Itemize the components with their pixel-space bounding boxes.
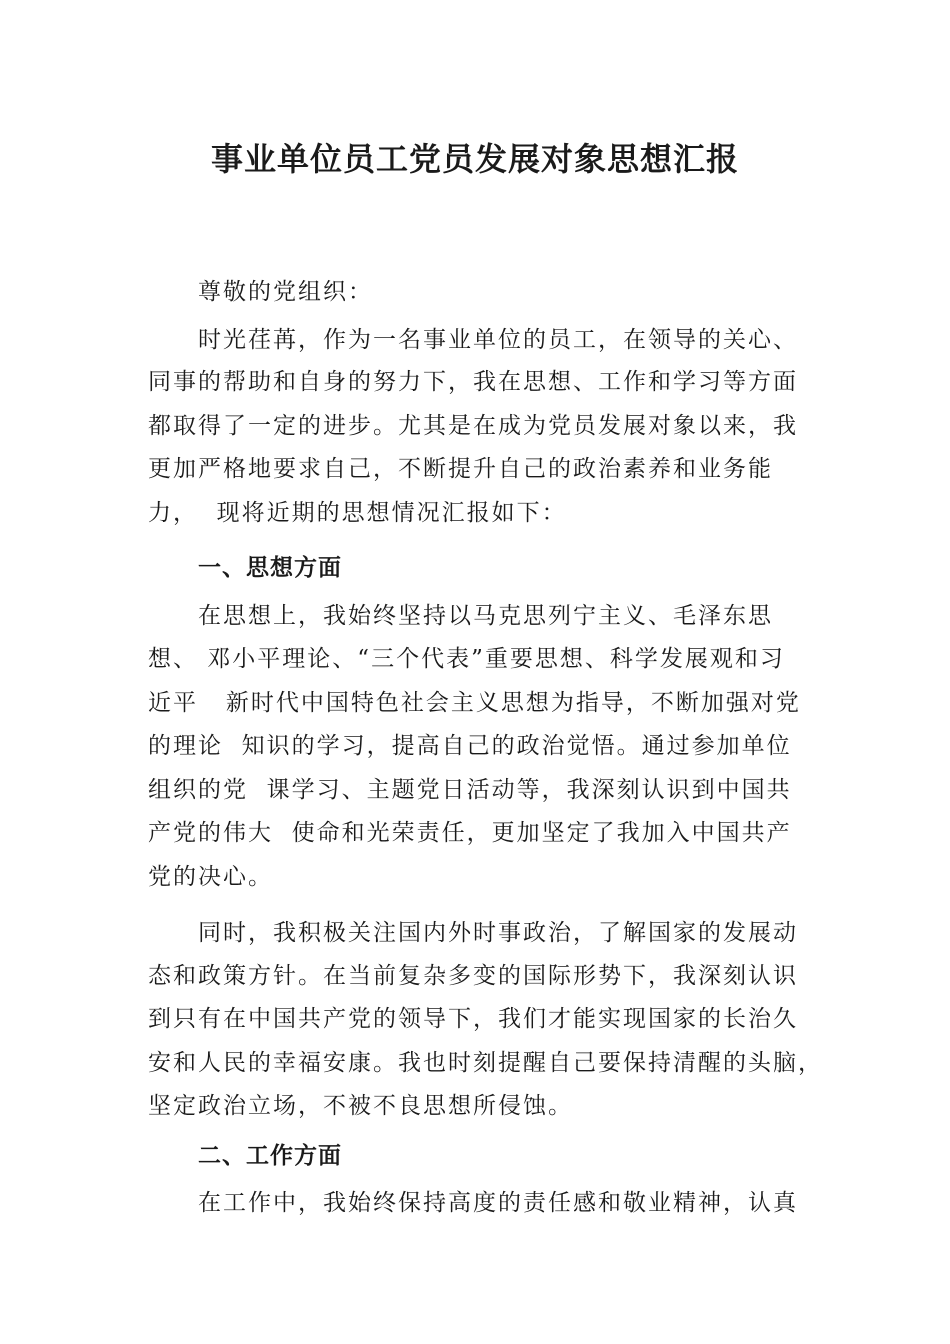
section1-p1-line-5: 组织的党 课学习、主题党日活动等，我深刻认识到中国共	[148, 777, 792, 803]
section1-p1-line-2: 想、 邓小平理论、“三个代表”重要思想、科学发展观和习	[148, 646, 785, 672]
section-heading-thought: 一、思想方面	[198, 555, 342, 581]
section1-p1-line-3: 近平 新时代中国特色社会主义思想为指导，不断加强对党	[148, 690, 801, 716]
intro-line-1: 时光荏苒，作为一名事业单位的员工，在领导的关心、	[198, 327, 798, 353]
salutation: 尊敬的党组织：	[198, 279, 373, 305]
section-heading-work: 二、工作方面	[198, 1143, 342, 1169]
section1-p2-line-4: 安和人民的幸福安康。我也时刻提醒自己要保持清醒的头脑，	[148, 1050, 823, 1076]
section1-p2-line-1: 同时，我积极关注国内外时事政治，了解国家的发展动	[198, 920, 798, 946]
document-title: 事业单位员工党员发展对象思想汇报	[210, 140, 739, 178]
section1-p1-line-6: 产党的伟大 使命和光荣责任，更加坚定了我加入中国共产	[148, 820, 792, 846]
section2-p1-line-1: 在工作中，我始终保持高度的责任感和敬业精神，认真	[198, 1190, 798, 1216]
section1-p1-line-4: 的理论 知识的学习，提高自己的政治觉悟。通过参加单位	[148, 733, 792, 759]
intro-line-2: 同事的帮助和自身的努力下，我在思想、工作和学习等方面	[148, 369, 798, 395]
intro-line-5: 力， 现将近期的思想情况汇报如下：	[148, 500, 567, 526]
section1-p2-line-2: 态和政策方针。在当前复杂多变的国际形势下，我深刻认识	[148, 963, 798, 989]
intro-line-3: 都取得了一定的进步。尤其是在成为党员发展对象以来，我	[148, 413, 798, 439]
intro-line-4: 更加严格地要求自己，不断提升自己的政治素养和业务能	[148, 456, 773, 482]
section1-p2-line-3: 到只有在中国共产党的领导下，我们才能实现国家的长治久	[148, 1006, 798, 1032]
section1-p1-line-1: 在思想上，我始终坚持以马克思列宁主义、毛泽东思	[198, 603, 773, 629]
section1-p1-line-7: 党的决心。	[148, 864, 273, 890]
section1-p2-line-5: 坚定政治立场，不被不良思想所侵蚀。	[148, 1093, 573, 1119]
